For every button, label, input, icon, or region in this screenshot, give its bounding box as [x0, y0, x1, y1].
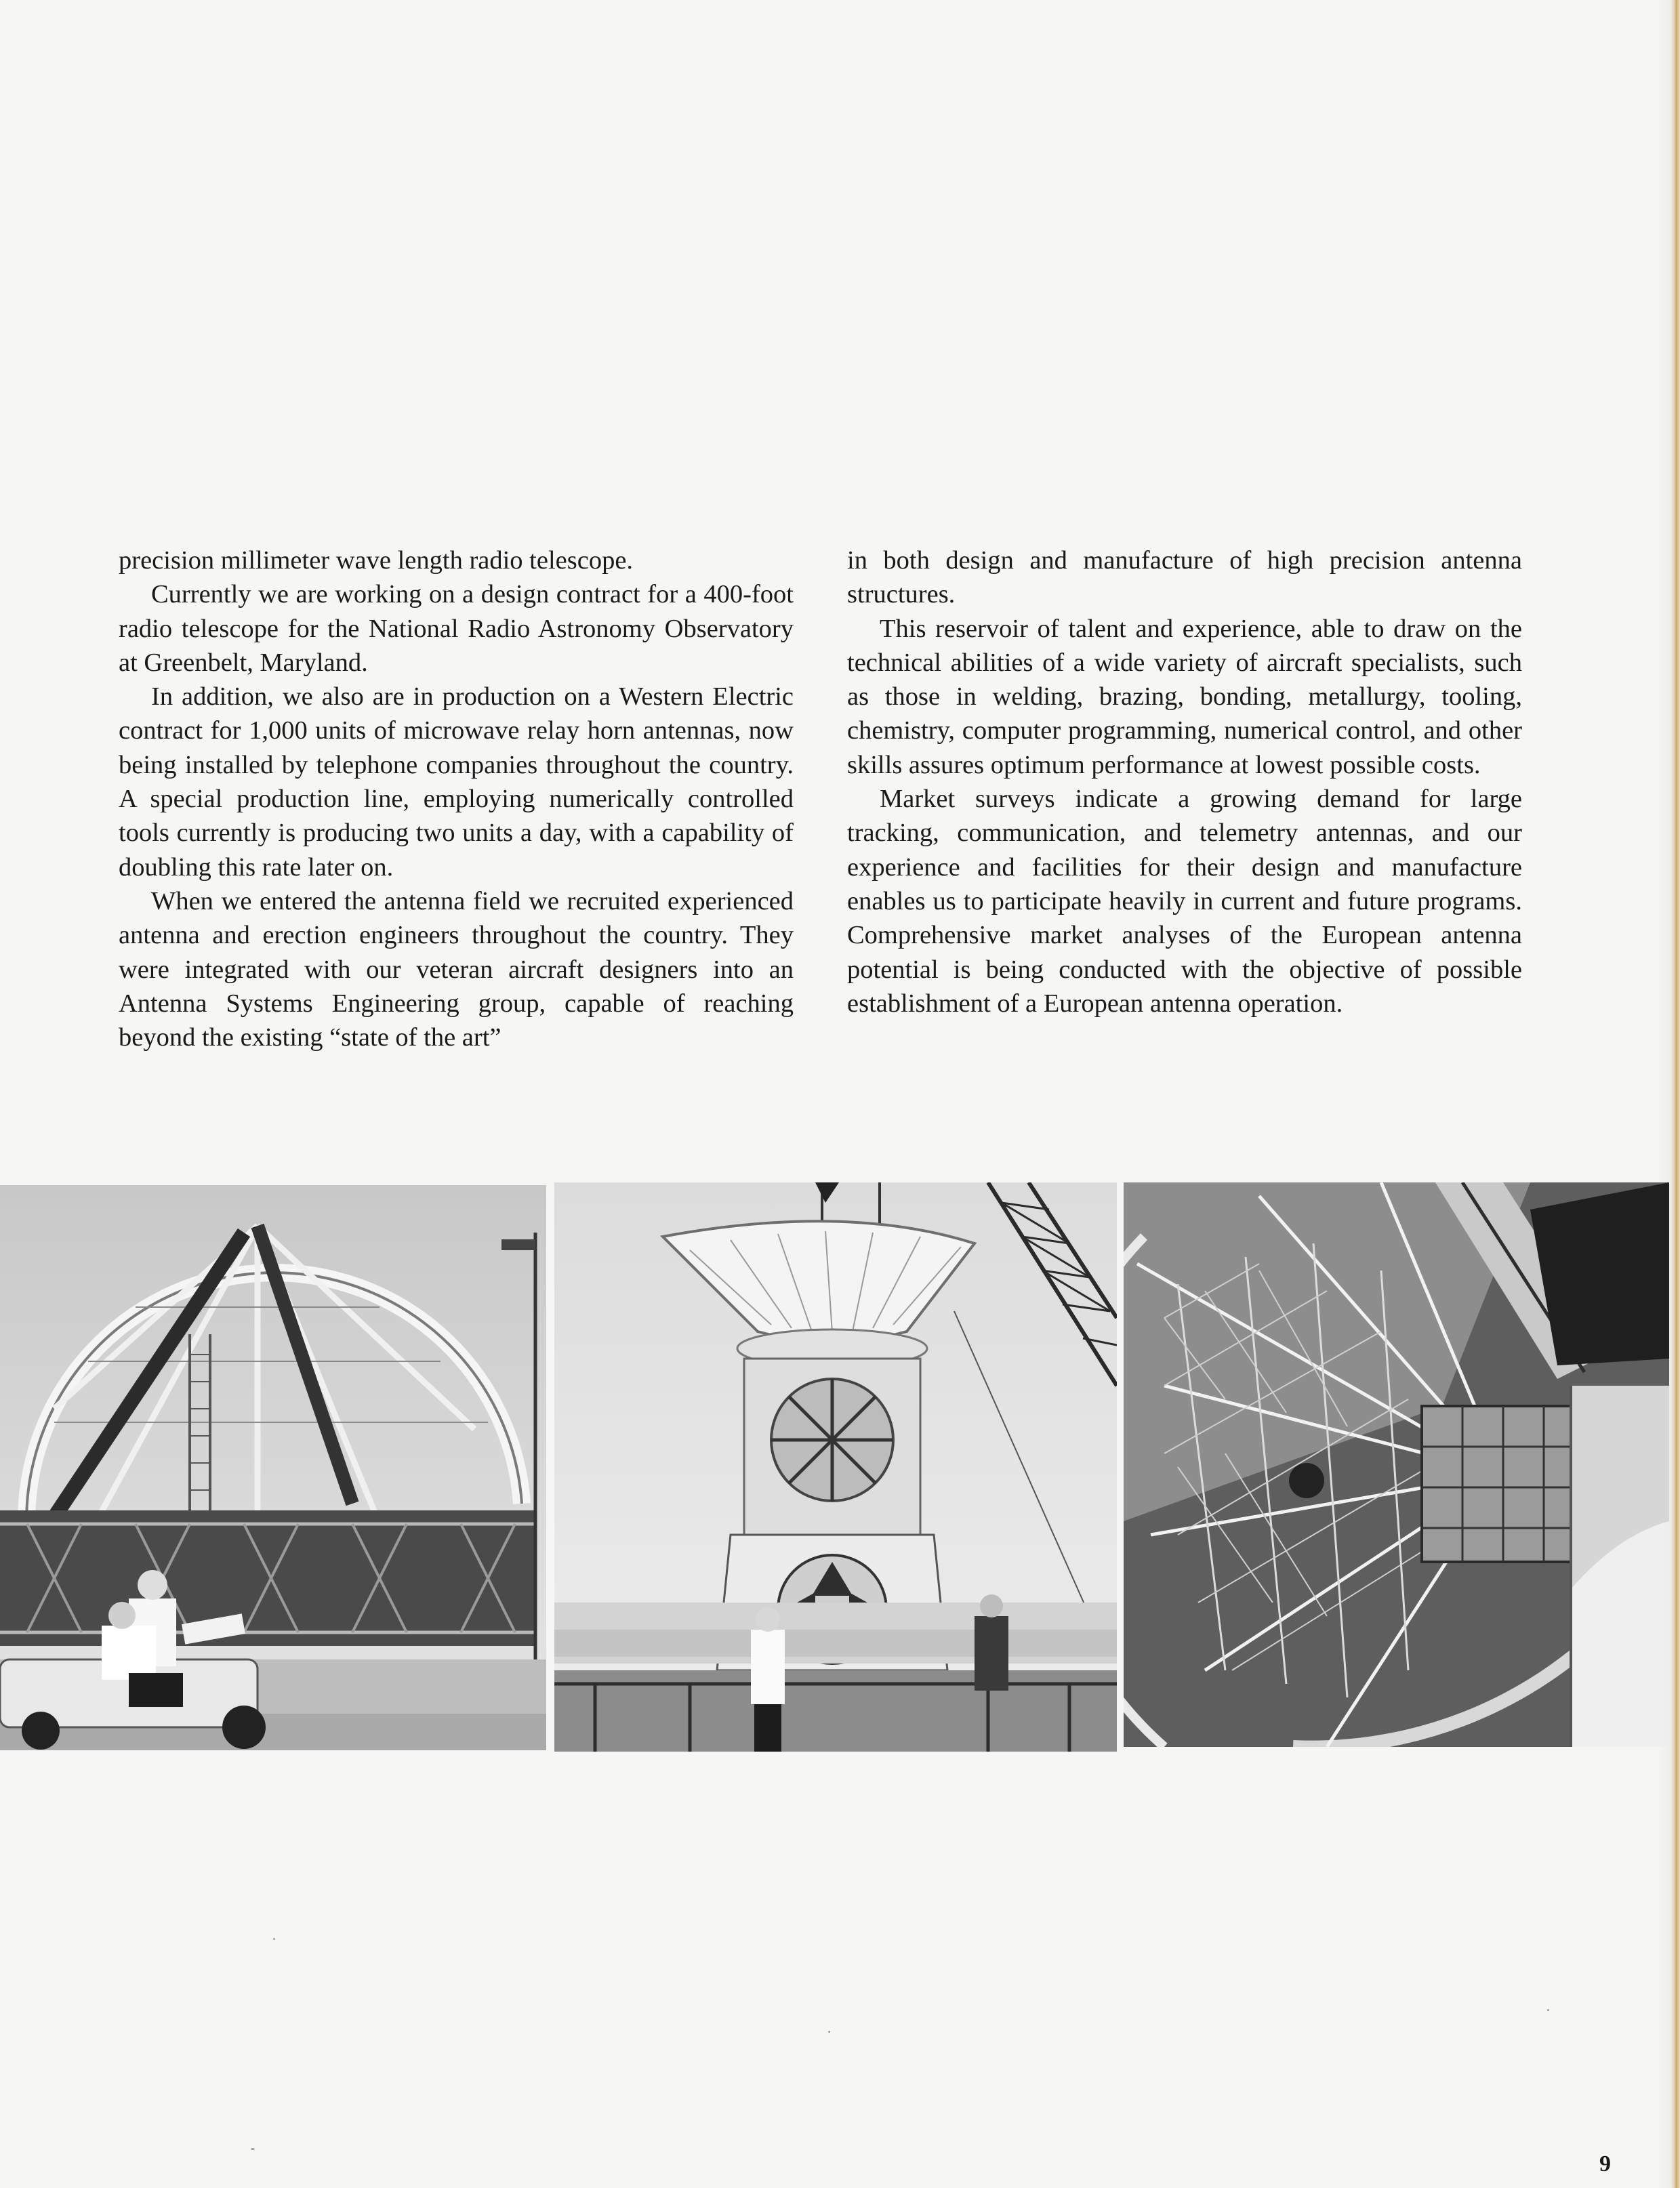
paragraph: precision millimeter wave length radio telescope. [119, 546, 634, 575]
left-text-column [119, 543, 794, 1054]
paragraph: Market surveys indicate a growing demand for large tracking, communication, and telemetry antennas, and our experience and facilities for their design and manufacture enables us to participate heavily in current and future programs. Comprehensive market analyses of the European antenna potential is being conducted with the objective of possible establishment of a European antenna operation. [847, 785, 1522, 1018]
page-edge-shadow [1657, 0, 1671, 2188]
paragraph: Currently we are working on a design contract for a 400-foot radio telescope for the National Radio Astronomy Observatory at Greenbelt, Maryland. [119, 580, 794, 677]
paragraph: This reservoir of talent and experience, able to draw on the technical abilities of a wide variety of aircraft specialists, such as those in welding, brazing, bonding, metallurgy, tooling, chemistry, computer programming, numerical control, and other skills assures optimum performance at lowest possible costs. [847, 614, 1522, 779]
paper-speck [1547, 2009, 1549, 2011]
paper-speck [273, 1938, 275, 1940]
paper-speck [828, 2031, 830, 2033]
paragraph: In addition, we also are in production on a Western Electric contract for 1,000 units of microwave relay horn antennas, now being installed by telephone companies throughout the country. A special production line, employing numerically controlled tools currently is producing two units a day, with a capability of doubling this rate later on. [119, 682, 794, 882]
page-number: 9 [1599, 2151, 1611, 2176]
paragraph: in both design and manufacture of high precision antenna structures. [847, 546, 1522, 609]
right-text-column [847, 543, 1522, 1020]
paragraph: When we entered the antenna field we recruited experienced antenna and erection engineers throughout the country. They were integrated with our veteran aircraft designers into an Antenna Systems Engineering group, capable of reaching beyond the existing “state of the art” [119, 886, 794, 1052]
paper-speck [251, 2148, 255, 2150]
dish-antenna-lift-photo [554, 1182, 1117, 1752]
photo-strip [0, 1182, 1669, 1752]
antenna-construction-photo [0, 1185, 546, 1750]
page-edge [1671, 0, 1680, 2188]
dish-truss-closeup-photo [1124, 1182, 1669, 1747]
